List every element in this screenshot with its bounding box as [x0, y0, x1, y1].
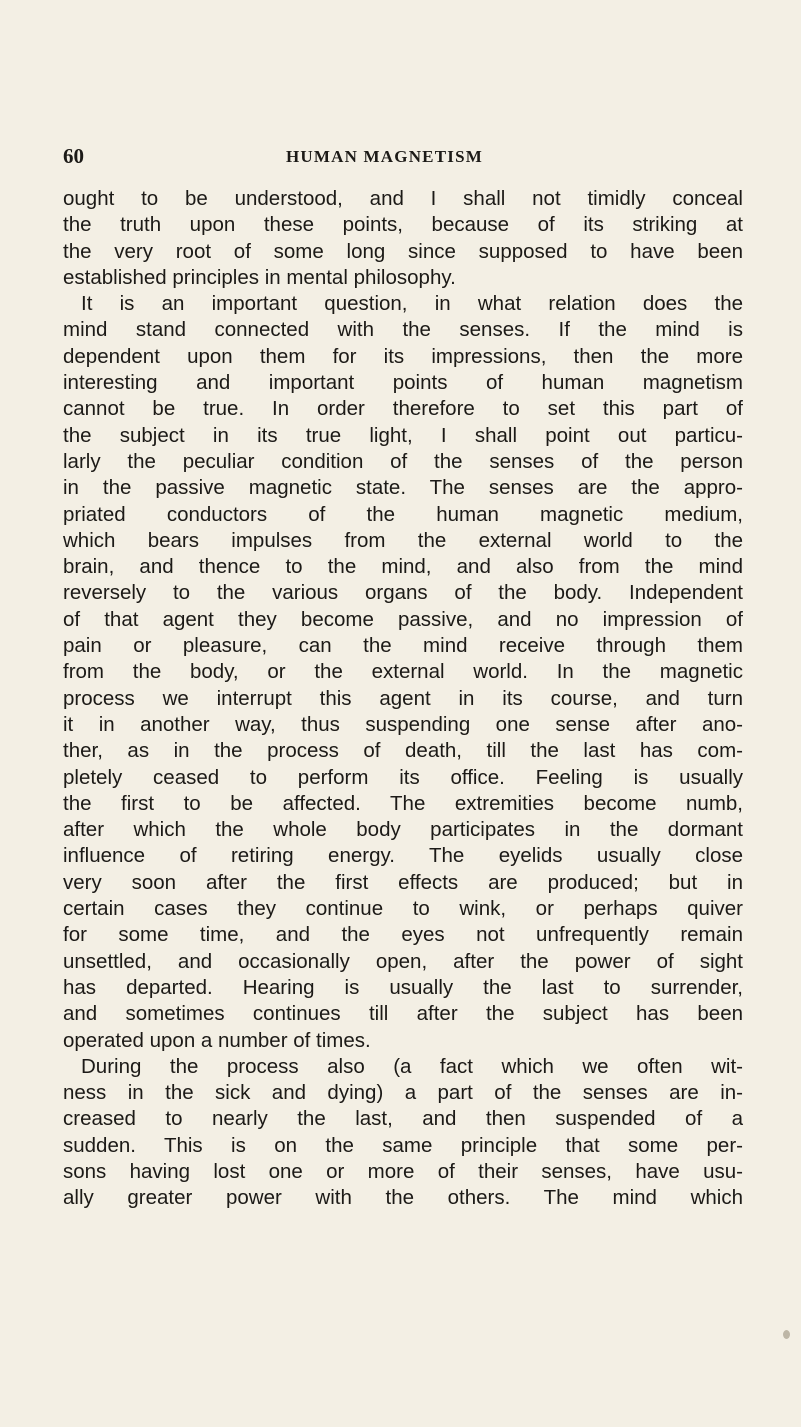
text-line: cannot be true. In order therefore to set this part of: [63, 397, 743, 421]
text-line: after which the whole body participates in the dormant: [63, 818, 743, 842]
text-line: and sometimes continues till after the subject has been: [63, 1002, 743, 1026]
text-line: sons having lost one or more of their senses, have usu-: [63, 1159, 743, 1183]
text-line: brain, and thence to the mind, and also from the mind: [63, 555, 743, 579]
running-head: [63, 144, 743, 168]
text-line: unsettled, and occasionally open, after the power of sight: [63, 949, 743, 973]
text-line: ally greater power with the others. The mind which: [63, 1186, 743, 1210]
text-line: from the body, or the external world. In the magnetic: [63, 660, 743, 684]
text-line: the truth upon these points, because of its striking at: [63, 213, 743, 237]
text-line: certain cases they continue to wink, or perhaps quiver: [63, 897, 743, 921]
text-line: operated upon a number of times.: [63, 1028, 371, 1052]
text-line: influence of retiring energy. The eyelids usually close: [63, 844, 743, 868]
text-line: for some time, and the eyes not unfrequently remain: [63, 923, 743, 947]
text-line: sudden. This is on the same principle that some per-: [63, 1133, 743, 1157]
text-line: the very root of some long since supposed to have been: [63, 239, 743, 263]
text-line: reversely to the various organs of the body. Independent: [63, 581, 743, 605]
text-line: of that agent they become passive, and no impression of: [63, 607, 743, 631]
text-line: the subject in its true light, I shall point out particu-: [63, 423, 743, 447]
text-line: It is an important question, in what relation does the: [81, 292, 743, 316]
text-line: mind stand connected with the senses. If the mind is: [63, 318, 743, 342]
text-line: pletely ceased to perform its office. Feeling is usually: [63, 765, 743, 789]
text-line: creased to nearly the last, and then suspended of a: [63, 1107, 743, 1131]
text-line: very soon after the first effects are produced; but in: [63, 870, 743, 894]
text-line: dependent upon them for its impressions, then the more: [63, 344, 743, 368]
text-line: pain or pleasure, can the mind receive through them: [63, 634, 743, 658]
text-line: larly the peculiar condition of the senses of the person: [63, 449, 743, 473]
body-text: [63, 186, 743, 1212]
text-line: During the process also (a fact which we often wit-: [81, 1054, 743, 1078]
text-line: interesting and important points of human magnetism: [63, 371, 743, 395]
text-line: the first to be affected. The extremities become numb,: [63, 791, 743, 815]
text-line: in the passive magnetic state. The senses are the appro-: [63, 476, 743, 500]
text-line: ther, as in the process of death, till the last has com-: [63, 739, 743, 763]
text-line: established principles in mental philosophy.: [63, 265, 456, 289]
text-line: ought to be understood, and I shall not timidly conceal: [63, 187, 743, 210]
text-line: process we interrupt this agent in its course, and turn: [63, 686, 743, 710]
text-line: priated conductors of the human magnetic medium,: [63, 502, 743, 526]
paper-speck: [783, 1330, 790, 1339]
running-title: HUMAN MAGNETISM: [286, 147, 483, 166]
page-number: 60: [63, 144, 84, 168]
text-line: it in another way, thus suspending one sense after ano-: [63, 712, 743, 736]
text-line: which bears impulses from the external world to the: [63, 528, 743, 552]
text-line: has departed. Hearing is usually the last to surrender,: [63, 975, 743, 999]
text-line: ness in the sick and dying) a part of the senses are in-: [63, 1081, 743, 1105]
